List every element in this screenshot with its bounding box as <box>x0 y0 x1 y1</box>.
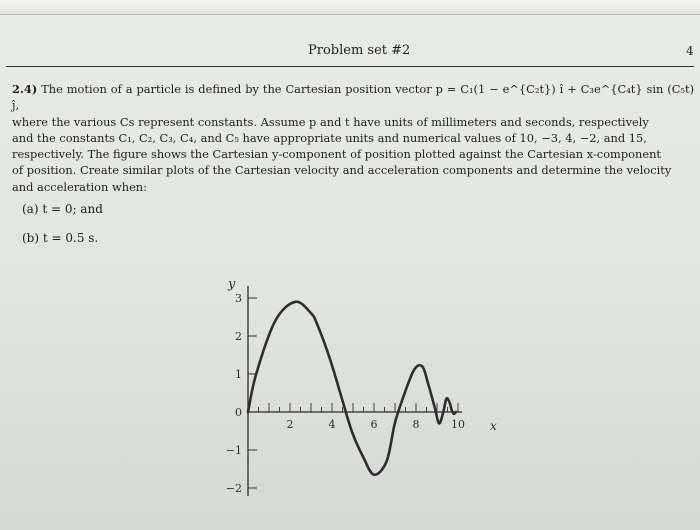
y-tick-label: 1 <box>235 368 242 381</box>
position-plot <box>210 268 520 504</box>
part-a: (a) t = 0; and <box>22 202 103 216</box>
x-tick-label: 2 <box>286 418 294 431</box>
x-tick-label: 6 <box>370 418 378 431</box>
part-b: (b) t = 0.5 s. <box>22 231 99 245</box>
page-title: Problem set #2 <box>308 43 411 58</box>
x-tick-label: 8 <box>412 418 420 431</box>
problem-line-2: where the various Cs represent constants. Assume p and t have units of millimeters and seconds, respectively <box>12 114 649 129</box>
problem-line-3: and the constants C₁, C₂, C₃, C₄, and C₅ have appropriate units and numerical values of 10, −3, 4, −2, and 15, <box>12 130 647 145</box>
y-tick-label: −1 <box>225 444 242 457</box>
page-number: 4 <box>686 44 694 58</box>
problem-line-5: of position. Create similar plots of the Cartesian velocity and acceleration components and determine the velocity <box>12 163 672 178</box>
problem-statement <box>12 81 694 195</box>
x-tick-label: 10 <box>451 418 465 431</box>
header-divider <box>6 66 694 67</box>
y-tick-label: 3 <box>235 292 242 305</box>
x-tick-label: 4 <box>328 418 336 431</box>
y-tick-label: 2 <box>235 330 242 343</box>
x-axis-label: x <box>490 419 497 433</box>
position-curve <box>248 302 456 475</box>
y-tick-label: 0 <box>235 406 242 419</box>
previous-page-edge <box>0 0 700 15</box>
problem-line-1: The motion of a particle is defined by the Cartesian position vector p = C₁(1 − e^{C₂t}) î + C₃e^{C₄t} sin (C₅t) ĵ, <box>12 82 695 113</box>
problem-line-4: respectively. The figure shows the Cartesian y-component of position plotted against the Cartesian x-component <box>12 147 661 162</box>
problem-line-6: and acceleration when: <box>12 179 147 194</box>
y-axis-label: y <box>228 277 236 292</box>
y-tick-label: −2 <box>225 482 242 495</box>
problem-number: 2.4) <box>12 82 38 96</box>
